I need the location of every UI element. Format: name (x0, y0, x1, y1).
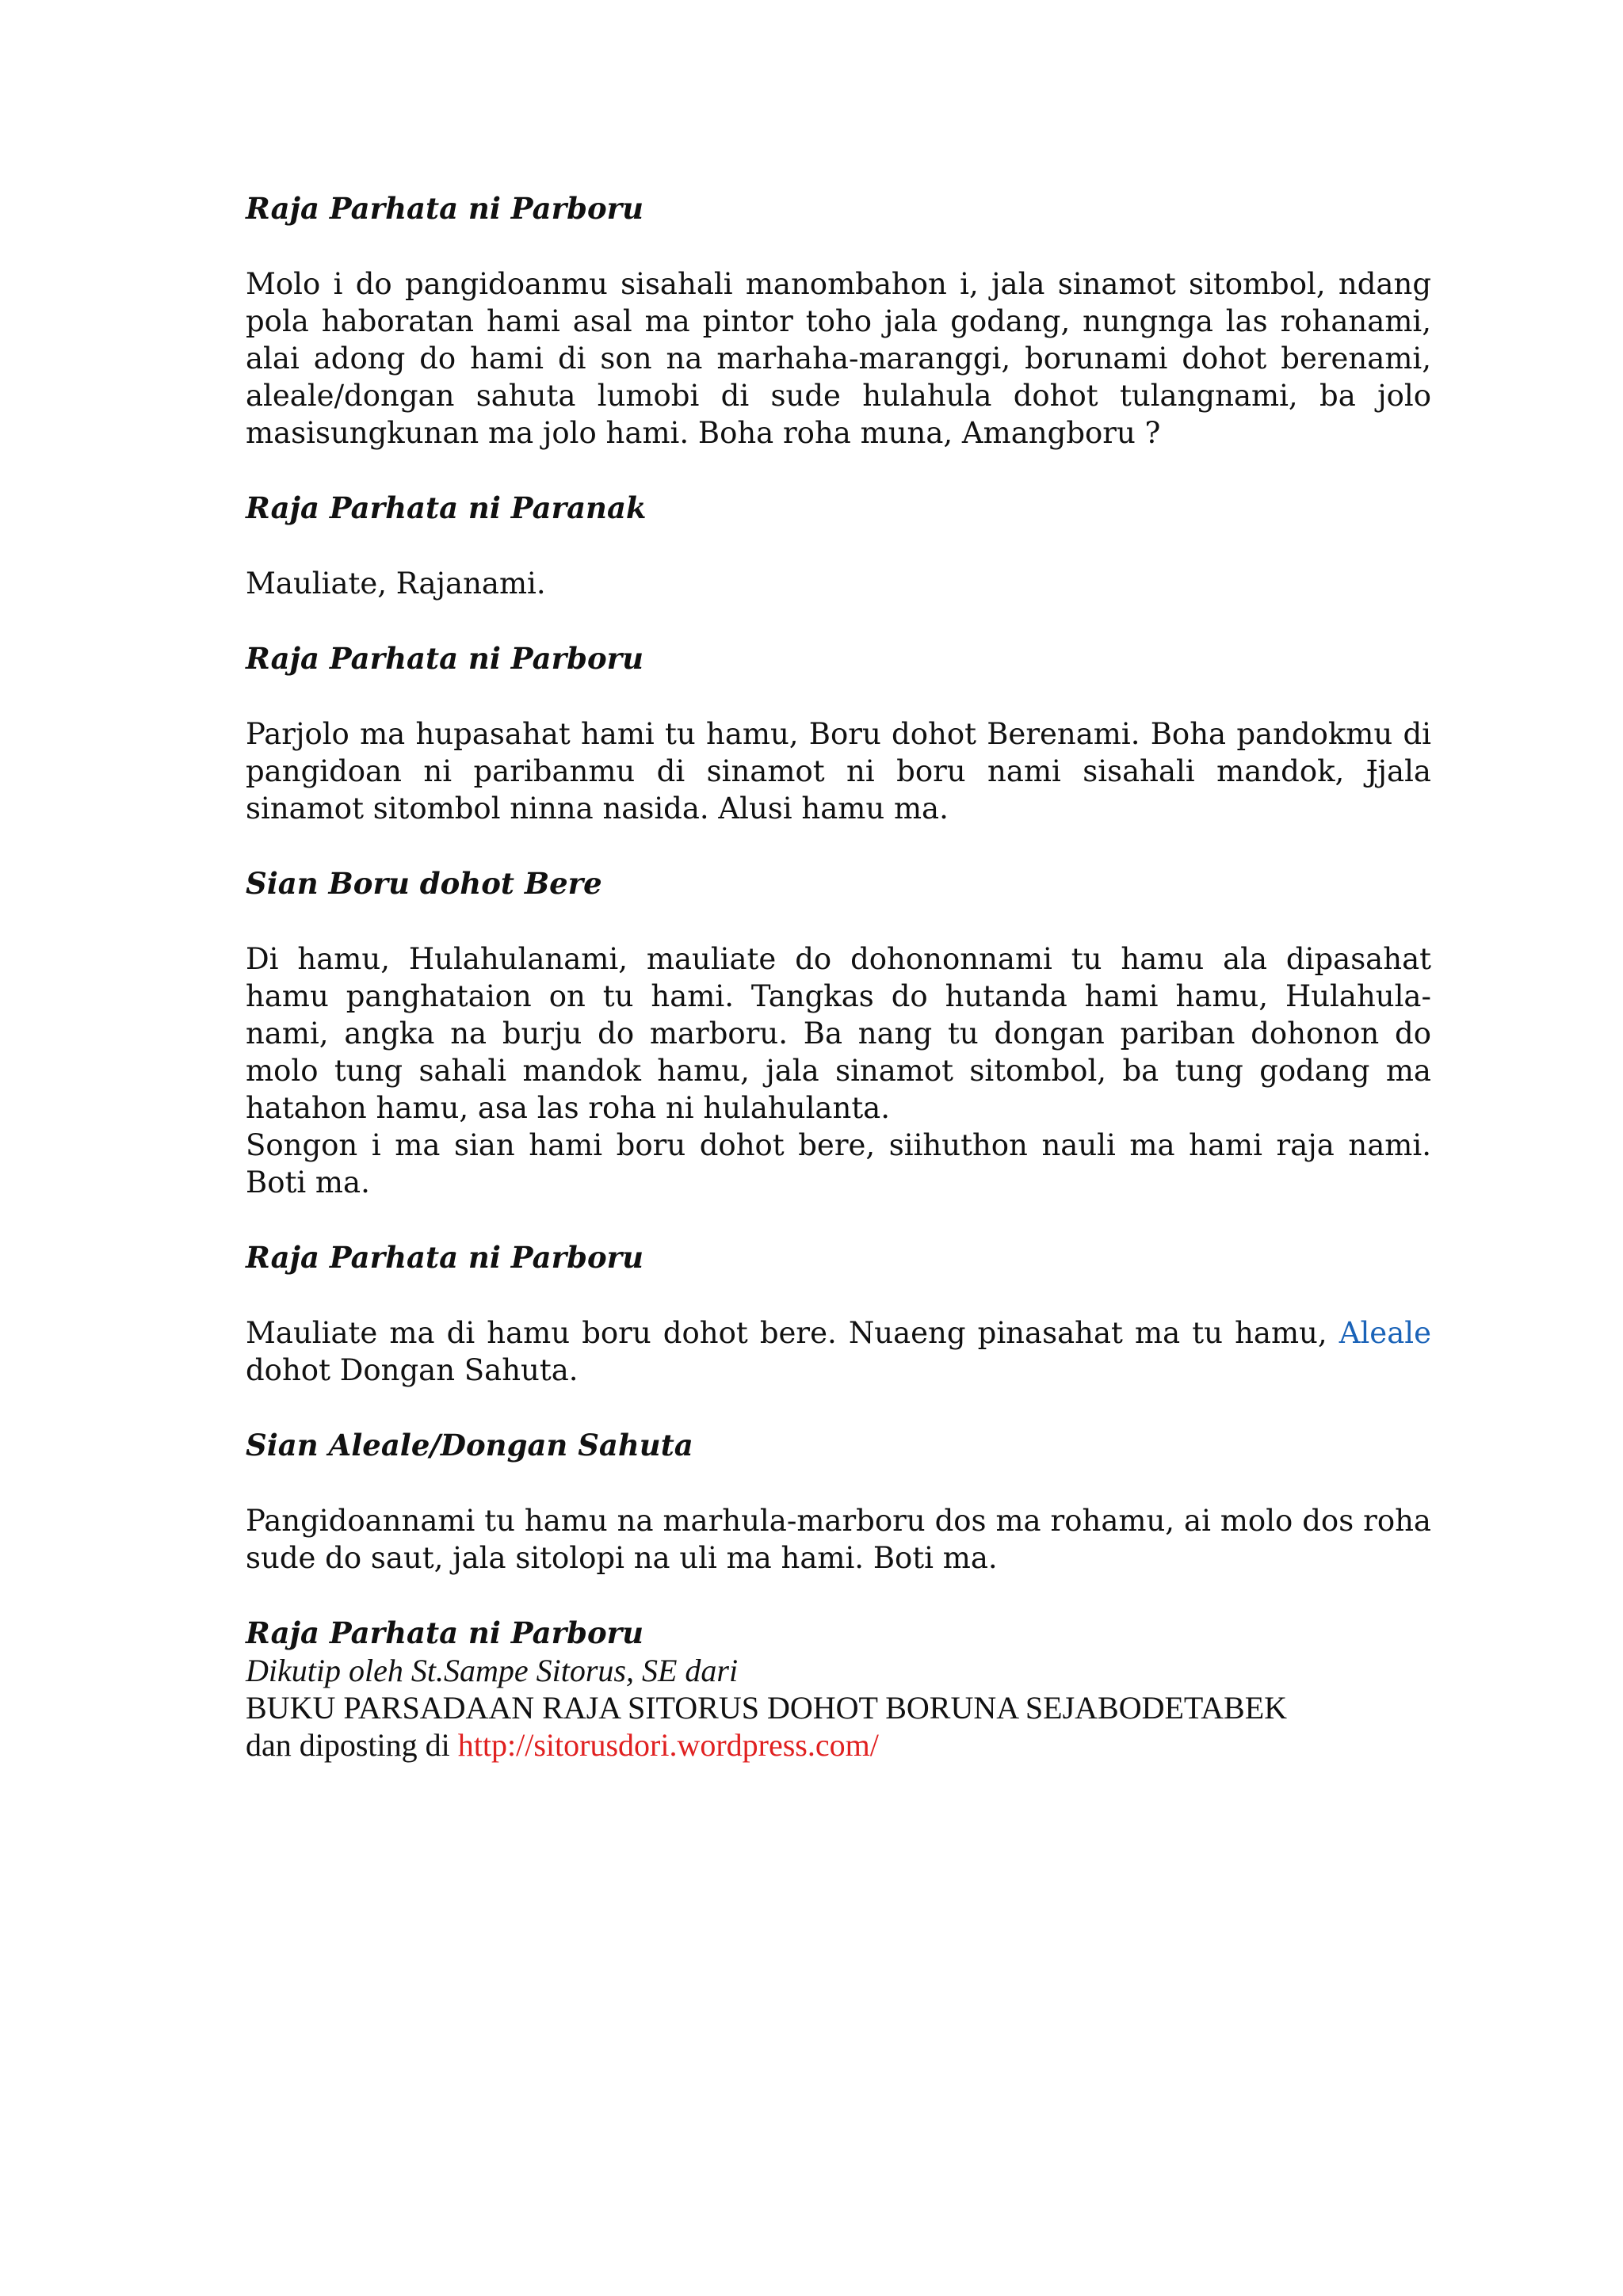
source-url-link[interactable]: http://sitorusdori.wordpress.com/ (457, 1727, 879, 1763)
section-paragraph (246, 1314, 1431, 1389)
section-heading: Raja Parhata ni Parboru (246, 191, 644, 226)
aleale-link[interactable]: Aleale (1338, 1316, 1431, 1350)
section-heading: Raja Parhata ni Parboru (246, 1615, 644, 1650)
section-paragraph: Molo i do pangidoanmu sisahali manombahon i, jala sinamot sitombol, ndang pola haboratan hami asal ma pintor toho jala godang, nungnga las rohanami, alai adong do hami di son na marhaha-maranggi, borunami dohot berenami, aleale/dongan sahuta lumobi di sude hulahula dohot tulangnami, ba jolo masisungkunan ma jolo hami. Boha roha muna, Amangboru ? (246, 267, 1431, 450)
section-heading: Raja Parhata ni Parboru (246, 1240, 644, 1275)
section-paragraph-continued: Songon i ma sian hami boru dohot bere, siihuthon nauli ma hami raja nami. Boti ma. (246, 1128, 1431, 1199)
source-posted (246, 1726, 1431, 1764)
section-paragraph: Mauliate, Rajanami. (246, 566, 546, 601)
paragraph-text-after-link: dohot Dongan Sahuta. (246, 1353, 579, 1387)
document-page (246, 190, 1431, 1764)
section-paragraph: Parjolo ma hupasahat hami tu hamu, Boru dohot Berenami. Boha pandokmu di pangidoan ni paribanmu di sinamot ni boru nami sisahali mandok, Ɉjala sinamot sitombol ninna nasida. Alusi hamu ma. (246, 717, 1431, 826)
source-posted-prefix: dan diposting di (246, 1727, 458, 1763)
section-paragraph: Di hamu, Hulahulanami, mauliate do dohononnami tu hamu ala dipasahat hamu panghataion on tu hami. Tangkas do hutanda hami hamu, Hulahula- nami, angka na burju do marboru. Ba nang tu dongan pariban dohonon do molo tung sahali mandok hamu, jala sinamot sitombol, ba tung godang ma hatahon hamu, asa las roha ni hulahulanta. (246, 942, 1431, 1125)
section-heading: Sian Aleale/Dongan Sahuta (246, 1428, 693, 1463)
section-heading: Sian Boru dohot Bere (246, 866, 602, 901)
section-heading: Raja Parhata ni Paranak (246, 490, 647, 525)
section-heading: Raja Parhata ni Parboru (246, 641, 644, 676)
section-paragraph: Pangidoannami tu hamu na marhula-marboru dos ma rohamu, ai molo dos roha sude do saut, jala sitolopi na uli ma hami. Boti ma. (246, 1504, 1431, 1575)
paragraph-text-before-link: Mauliate ma di hamu boru dohot bere. Nuaeng pinasahat ma tu hamu, (246, 1316, 1339, 1350)
source-credit: Dikutip oleh St.Sampe Sitorus, SE dari (246, 1653, 739, 1688)
source-book-title: BUKU PARSADAAN RAJA SITORUS DOHOT BORUNA SEJABODETABEK (246, 1690, 1288, 1726)
